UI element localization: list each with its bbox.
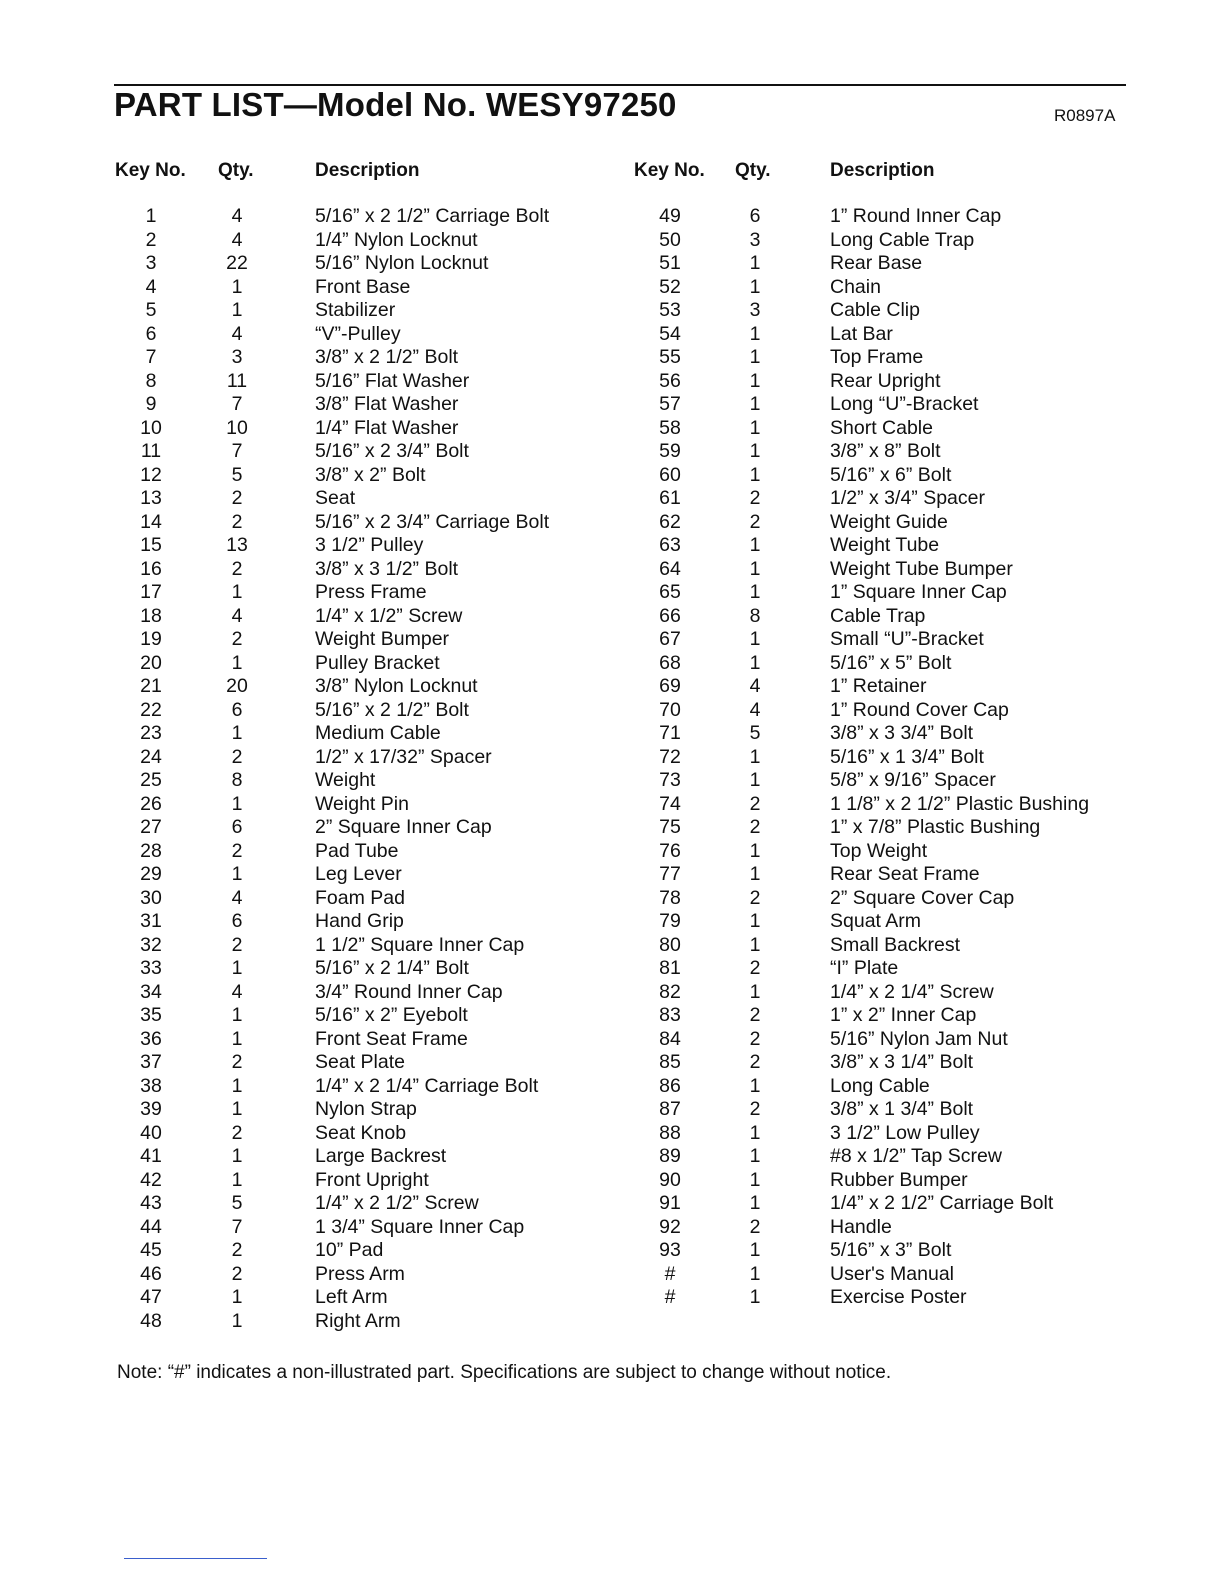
part-key-no: 64 bbox=[659, 557, 681, 580]
part-description: Weight Guide bbox=[830, 510, 948, 533]
part-description: 5/16” x 1 3/4” Bolt bbox=[830, 745, 984, 768]
part-key-no: 45 bbox=[140, 1239, 162, 1261]
part-qty: 1 bbox=[749, 1262, 761, 1285]
part-description: 1 1/8” x 2 1/2” Plastic Bushing bbox=[830, 792, 1090, 815]
part-qty: 13 bbox=[226, 534, 248, 556]
part-qty: 1 bbox=[231, 581, 243, 603]
part-key-no: 78 bbox=[659, 886, 681, 909]
part-key-no: 20 bbox=[140, 651, 162, 674]
part-qty: 1 bbox=[749, 910, 761, 932]
part-key-no: 39 bbox=[140, 1098, 162, 1120]
part-qty: 2 bbox=[231, 628, 243, 650]
part-description: 5/16” Nylon Jam Nut bbox=[830, 1027, 1008, 1050]
part-qty: 1 bbox=[749, 440, 761, 462]
part-key-no: 75 bbox=[659, 816, 681, 838]
part-description: 1/4” Nylon Locknut bbox=[315, 228, 478, 251]
part-key-no: 24 bbox=[140, 745, 162, 768]
part-qty: 2 bbox=[749, 957, 761, 979]
part-description: 10” Pad bbox=[315, 1239, 384, 1261]
part-qty: 1 bbox=[749, 557, 761, 580]
part-key-no: 17 bbox=[140, 581, 162, 603]
part-qty: 1 bbox=[749, 980, 761, 1003]
part-description: 1/4” x 2 1/4” Carriage Bolt bbox=[315, 1074, 539, 1097]
part-key-no: 29 bbox=[140, 863, 162, 885]
part-qty: 5 bbox=[231, 463, 243, 486]
part-qty: 1 bbox=[231, 299, 243, 321]
part-key-no: 28 bbox=[140, 839, 162, 862]
part-key-no: 31 bbox=[140, 910, 162, 932]
part-qty: 1 bbox=[231, 863, 243, 885]
part-key-no: 79 bbox=[659, 910, 681, 932]
part-qty: 1 bbox=[749, 745, 761, 768]
part-description: 1/2” x 3/4” Spacer bbox=[830, 487, 985, 509]
part-description: 2” Square Cover Cap bbox=[830, 886, 1015, 909]
part-description: Long Cable bbox=[830, 1074, 930, 1097]
part-qty: 4 bbox=[231, 604, 243, 627]
part-qty: 4 bbox=[231, 205, 243, 227]
part-description: 5/16” Nylon Locknut bbox=[315, 252, 489, 274]
part-key-no: 68 bbox=[659, 651, 681, 674]
part-description: 1/4” x 2 1/2” Screw bbox=[315, 1192, 479, 1214]
part-qty: 2 bbox=[749, 1051, 761, 1073]
part-key-no: 16 bbox=[140, 557, 162, 580]
part-key-no: # bbox=[664, 1262, 676, 1285]
header-description-left: Description bbox=[315, 160, 420, 181]
part-key-no: 62 bbox=[659, 510, 681, 533]
part-description: 3/8” Flat Washer bbox=[315, 393, 459, 415]
part-key-no: 50 bbox=[659, 228, 681, 251]
part-description: 5/16” Flat Washer bbox=[315, 369, 470, 392]
part-description: 5/16” x 2 1/2” Bolt bbox=[315, 698, 469, 721]
part-description: 5/16” x 2 1/2” Carriage Bolt bbox=[315, 205, 550, 227]
part-key-no: 77 bbox=[659, 863, 681, 885]
part-description: Small Backrest bbox=[830, 933, 961, 956]
part-description: 1/2” x 17/32” Spacer bbox=[315, 745, 492, 768]
part-key-no: 40 bbox=[140, 1121, 162, 1144]
part-description: 5/16” x 2” Eyebolt bbox=[315, 1004, 468, 1026]
part-description: 3 1/2” Low Pulley bbox=[830, 1121, 980, 1144]
part-qty: 2 bbox=[749, 1098, 761, 1120]
part-key-no: 54 bbox=[659, 322, 681, 345]
part-qty: 3 bbox=[749, 299, 761, 321]
part-qty: 11 bbox=[226, 369, 248, 392]
part-qty: 1 bbox=[749, 1192, 761, 1214]
part-description: 5/16” x 3” Bolt bbox=[830, 1239, 952, 1261]
part-description: 1” x 2” Inner Cap bbox=[830, 1004, 977, 1026]
part-qty: 1 bbox=[749, 275, 761, 298]
part-key-no: 63 bbox=[659, 534, 681, 556]
part-description: 1/4” Flat Washer bbox=[315, 416, 459, 439]
part-key-no: 86 bbox=[659, 1074, 681, 1097]
part-key-no: 41 bbox=[140, 1145, 162, 1167]
part-key-no: 71 bbox=[659, 722, 681, 744]
part-key-no: 44 bbox=[140, 1215, 162, 1238]
part-qty: 1 bbox=[231, 1027, 243, 1050]
part-qty: 2 bbox=[231, 487, 243, 509]
part-description: Squat Arm bbox=[830, 910, 922, 932]
part-key-no: 49 bbox=[659, 205, 681, 227]
part-qty: 1 bbox=[749, 393, 761, 415]
part-key-no: 73 bbox=[659, 769, 681, 791]
part-key-no: 25 bbox=[140, 769, 162, 791]
part-qty: 2 bbox=[231, 933, 243, 956]
part-qty: 1 bbox=[749, 463, 761, 486]
part-description: Weight Tube Bumper bbox=[830, 557, 1013, 580]
part-qty: 1 bbox=[749, 346, 761, 368]
part-key-no: 67 bbox=[659, 628, 681, 650]
part-key-no: 7 bbox=[145, 346, 157, 368]
part-key-no: 26 bbox=[140, 792, 162, 815]
part-qty: 7 bbox=[231, 1215, 243, 1238]
part-key-no: 22 bbox=[140, 698, 162, 721]
part-key-no: 69 bbox=[659, 675, 681, 697]
part-description: 1” Retainer bbox=[830, 675, 927, 697]
part-description: Rear Base bbox=[830, 252, 923, 274]
part-qty: 1 bbox=[231, 1286, 243, 1308]
part-key-no: 80 bbox=[659, 933, 681, 956]
part-description: Large Backrest bbox=[315, 1145, 447, 1167]
part-key-no: 85 bbox=[659, 1051, 681, 1073]
part-qty: 1 bbox=[749, 933, 761, 956]
part-description: 5/16” x 2 3/4” Carriage Bolt bbox=[315, 510, 550, 533]
part-qty: 2 bbox=[749, 792, 761, 815]
part-description: Cable Trap bbox=[830, 604, 926, 627]
part-description: 1” Round Inner Cap bbox=[830, 205, 1002, 227]
part-description: Press Arm bbox=[315, 1262, 405, 1285]
part-key-no: 33 bbox=[140, 957, 162, 979]
part-qty: 4 bbox=[749, 675, 761, 697]
part-description: Weight bbox=[315, 769, 376, 791]
part-description: 3 1/2” Pulley bbox=[315, 534, 424, 556]
part-qty: 7 bbox=[231, 440, 243, 462]
part-key-no: 48 bbox=[140, 1309, 162, 1332]
part-qty: 3 bbox=[231, 346, 243, 368]
part-qty: 2 bbox=[231, 1262, 243, 1285]
part-key-no: 76 bbox=[659, 839, 681, 862]
part-description: Foam Pad bbox=[315, 886, 405, 909]
part-qty: 4 bbox=[231, 886, 243, 909]
part-qty: 2 bbox=[749, 1215, 761, 1238]
part-key-no: 19 bbox=[140, 628, 162, 650]
part-description: Weight Bumper bbox=[315, 628, 450, 650]
part-key-no: 93 bbox=[659, 1239, 681, 1261]
part-qty: 1 bbox=[749, 769, 761, 791]
part-description: 3/8” x 3 3/4” Bolt bbox=[830, 722, 974, 744]
part-qty: 20 bbox=[226, 675, 248, 697]
part-description: Top Weight bbox=[830, 839, 928, 862]
part-qty: 2 bbox=[749, 886, 761, 909]
part-description: 5/16” x 2 1/4” Bolt bbox=[315, 957, 469, 979]
part-description: Left Arm bbox=[315, 1286, 388, 1308]
part-qty: 1 bbox=[749, 1239, 761, 1261]
part-key-no: 38 bbox=[140, 1074, 162, 1097]
part-key-no: 8 bbox=[145, 369, 157, 392]
document-code: R0897A bbox=[1054, 106, 1116, 125]
part-qty: 1 bbox=[749, 628, 761, 650]
part-description: Stabilizer bbox=[315, 299, 396, 321]
part-qty: 2 bbox=[231, 557, 243, 580]
part-description: Leg Lever bbox=[315, 863, 402, 885]
part-qty: 1 bbox=[231, 275, 243, 298]
part-qty: 1 bbox=[231, 1145, 243, 1167]
part-qty: 2 bbox=[231, 839, 243, 862]
part-qty: 7 bbox=[231, 393, 243, 415]
part-description: 3/8” x 1 3/4” Bolt bbox=[830, 1098, 974, 1120]
part-qty: 8 bbox=[231, 769, 243, 791]
part-key-no: 72 bbox=[659, 745, 681, 768]
part-qty: 1 bbox=[749, 651, 761, 674]
part-qty: 1 bbox=[749, 1286, 761, 1308]
part-qty: 1 bbox=[749, 534, 761, 556]
part-qty: 1 bbox=[231, 1004, 243, 1026]
part-key-no: 13 bbox=[140, 487, 162, 509]
part-description: Hand Grip bbox=[315, 910, 404, 932]
part-key-no: 66 bbox=[659, 604, 681, 627]
part-key-no: 3 bbox=[145, 252, 157, 274]
part-qty: 2 bbox=[231, 1051, 243, 1073]
part-key-no: 90 bbox=[659, 1168, 681, 1191]
part-description: 5/16” x 2 3/4” Bolt bbox=[315, 440, 469, 462]
part-key-no: 36 bbox=[140, 1027, 162, 1050]
part-description: Right Arm bbox=[315, 1309, 401, 1332]
part-qty: 4 bbox=[231, 980, 243, 1003]
part-qty: 1 bbox=[231, 792, 243, 815]
part-description: Weight Tube bbox=[830, 534, 940, 556]
part-qty: 2 bbox=[231, 745, 243, 768]
part-description: Exercise Poster bbox=[830, 1286, 967, 1308]
part-key-no: 9 bbox=[145, 393, 157, 415]
part-qty: 4 bbox=[231, 322, 243, 345]
part-description: 3/8” x 2 1/2” Bolt bbox=[315, 346, 459, 368]
part-description: Seat bbox=[315, 487, 356, 509]
part-qty: 1 bbox=[749, 1121, 761, 1144]
part-key-no: 60 bbox=[659, 463, 681, 486]
header-description-right: Description bbox=[830, 160, 935, 181]
part-key-no: 21 bbox=[140, 675, 162, 697]
part-key-no: 74 bbox=[659, 792, 681, 815]
part-qty: 1 bbox=[231, 957, 243, 979]
part-key-no: 87 bbox=[659, 1098, 681, 1120]
part-description: #8 x 1/2” Tap Screw bbox=[830, 1145, 1002, 1167]
part-key-no: # bbox=[664, 1286, 676, 1308]
part-key-no: 18 bbox=[140, 604, 162, 627]
part-description: Small “U”-Bracket bbox=[830, 628, 984, 650]
part-key-no: 11 bbox=[140, 440, 162, 462]
part-key-no: 65 bbox=[659, 581, 681, 603]
part-key-no: 10 bbox=[140, 416, 162, 439]
part-qty: 1 bbox=[749, 416, 761, 439]
header-qty-right: Qty. bbox=[735, 160, 771, 181]
part-qty: 2 bbox=[749, 487, 761, 509]
part-description: 1” Square Inner Cap bbox=[830, 581, 1007, 603]
part-description: Long Cable Trap bbox=[830, 228, 975, 251]
part-key-no: 59 bbox=[659, 440, 681, 462]
bottom-rule bbox=[124, 1558, 267, 1559]
part-description: Seat Plate bbox=[315, 1051, 405, 1073]
part-qty: 2 bbox=[749, 510, 761, 533]
part-qty: 6 bbox=[749, 205, 761, 227]
part-qty: 10 bbox=[226, 416, 248, 439]
part-description: Rear Seat Frame bbox=[830, 863, 980, 885]
part-key-no: 88 bbox=[659, 1121, 681, 1144]
part-qty: 1 bbox=[749, 581, 761, 603]
part-description: 1 3/4” Square Inner Cap bbox=[315, 1215, 525, 1238]
part-description: 3/8” x 3 1/4” Bolt bbox=[830, 1051, 974, 1073]
part-qty: 1 bbox=[231, 1309, 243, 1332]
part-key-no: 47 bbox=[140, 1286, 162, 1308]
part-qty: 1 bbox=[749, 322, 761, 345]
part-description: “V”-Pulley bbox=[315, 322, 401, 345]
part-description: 1/4” x 2 1/2” Carriage Bolt bbox=[830, 1192, 1054, 1214]
part-description: 1” x 7/8” Plastic Bushing bbox=[830, 816, 1041, 838]
part-qty: 2 bbox=[231, 510, 243, 533]
part-qty: 6 bbox=[231, 816, 243, 838]
part-description: 3/8” Nylon Locknut bbox=[315, 675, 478, 697]
part-qty: 1 bbox=[231, 722, 243, 744]
part-description: 3/4” Round Inner Cap bbox=[315, 980, 503, 1003]
part-qty: 4 bbox=[231, 228, 243, 251]
part-key-no: 42 bbox=[140, 1168, 162, 1191]
part-description: Long “U”-Bracket bbox=[830, 393, 979, 415]
header-key-left: Key No. bbox=[115, 160, 186, 181]
part-key-no: 30 bbox=[140, 886, 162, 909]
part-key-no: 23 bbox=[140, 722, 162, 744]
part-key-no: 92 bbox=[659, 1215, 681, 1238]
part-qty: 1 bbox=[749, 1074, 761, 1097]
part-description: Lat Bar bbox=[830, 322, 893, 345]
part-key-no: 56 bbox=[659, 369, 681, 392]
part-description: 1/4” x 1/2” Screw bbox=[315, 604, 463, 627]
part-key-no: 4 bbox=[145, 275, 157, 298]
part-description: “I” Plate bbox=[830, 957, 899, 979]
part-qty: 2 bbox=[749, 1027, 761, 1050]
part-key-no: 1 bbox=[145, 205, 157, 227]
part-key-no: 84 bbox=[659, 1027, 681, 1050]
part-description: Press Frame bbox=[315, 581, 427, 603]
page-title: PART LIST—Model No. WESY97250 bbox=[114, 86, 677, 123]
part-key-no: 91 bbox=[659, 1192, 681, 1214]
header-qty-left: Qty. bbox=[218, 160, 254, 181]
part-qty: 5 bbox=[231, 1192, 243, 1214]
part-description: Rear Upright bbox=[830, 369, 941, 392]
part-description: 2” Square Inner Cap bbox=[315, 816, 492, 838]
part-qty: 6 bbox=[231, 698, 243, 721]
part-key-no: 46 bbox=[140, 1262, 162, 1285]
part-key-no: 83 bbox=[659, 1004, 681, 1026]
part-qty: 2 bbox=[231, 1239, 243, 1261]
part-description: Nylon Strap bbox=[315, 1098, 417, 1120]
part-key-no: 34 bbox=[140, 980, 162, 1003]
part-description: 5/16” x 5” Bolt bbox=[830, 651, 952, 674]
part-qty: 1 bbox=[749, 252, 761, 274]
part-description: Handle bbox=[830, 1215, 892, 1238]
part-description: 3/8” x 3 1/2” Bolt bbox=[315, 557, 459, 580]
part-description: User's Manual bbox=[830, 1262, 955, 1285]
part-qty: 1 bbox=[231, 1168, 243, 1191]
part-qty: 6 bbox=[231, 910, 243, 932]
part-key-no: 37 bbox=[140, 1051, 162, 1073]
part-description: Seat Knob bbox=[315, 1121, 407, 1144]
part-qty: 1 bbox=[749, 863, 761, 885]
part-qty: 2 bbox=[749, 816, 761, 838]
part-description: Rubber Bumper bbox=[830, 1168, 968, 1191]
part-key-no: 27 bbox=[140, 816, 162, 838]
part-qty: 1 bbox=[749, 1168, 761, 1191]
part-key-no: 53 bbox=[659, 299, 681, 321]
part-key-no: 6 bbox=[145, 322, 157, 345]
part-description: 3/8” x 2” Bolt bbox=[315, 463, 426, 486]
part-key-no: 43 bbox=[140, 1192, 162, 1214]
header-key-right: Key No. bbox=[634, 160, 705, 181]
part-qty: 3 bbox=[749, 228, 761, 251]
part-key-no: 14 bbox=[140, 510, 162, 533]
part-description: Pulley Bracket bbox=[315, 651, 440, 674]
part-qty: 22 bbox=[226, 252, 248, 274]
part-description: Top Frame bbox=[830, 346, 924, 368]
part-description: Cable Clip bbox=[830, 299, 920, 321]
part-qty: 1 bbox=[749, 369, 761, 392]
part-description: Front Upright bbox=[315, 1168, 429, 1191]
part-description: Medium Cable bbox=[315, 722, 441, 744]
part-qty: 4 bbox=[749, 698, 761, 721]
part-description: Short Cable bbox=[830, 416, 933, 439]
footnote: Note: “#” indicates a non-illustrated part. Specifications are subject to change without notice. bbox=[117, 1362, 892, 1383]
part-description: 1 1/2” Square Inner Cap bbox=[315, 933, 525, 956]
part-qty: 1 bbox=[231, 1098, 243, 1120]
part-description: 1/4” x 2 1/4” Screw bbox=[830, 980, 994, 1003]
part-description: Front Base bbox=[315, 275, 411, 298]
part-description: 1” Round Cover Cap bbox=[830, 698, 1009, 721]
part-description: Weight Pin bbox=[315, 792, 409, 815]
part-key-no: 35 bbox=[140, 1004, 162, 1026]
part-description: Pad Tube bbox=[315, 839, 399, 862]
part-key-no: 5 bbox=[145, 299, 157, 321]
part-description: 5/8” x 9/16” Spacer bbox=[830, 769, 996, 791]
part-key-no: 55 bbox=[659, 346, 681, 368]
part-key-no: 89 bbox=[659, 1145, 681, 1167]
part-qty: 2 bbox=[231, 1121, 243, 1144]
part-key-no: 81 bbox=[659, 957, 681, 979]
part-qty: 5 bbox=[749, 722, 761, 744]
part-description: Chain bbox=[830, 275, 881, 298]
part-description: Front Seat Frame bbox=[315, 1027, 468, 1050]
part-key-no: 58 bbox=[659, 416, 681, 439]
part-key-no: 15 bbox=[140, 534, 162, 556]
part-key-no: 12 bbox=[140, 463, 162, 486]
part-qty: 1 bbox=[749, 1145, 761, 1167]
part-description: 3/8” x 8” Bolt bbox=[830, 440, 941, 462]
part-key-no: 32 bbox=[140, 933, 162, 956]
part-key-no: 52 bbox=[659, 275, 681, 298]
part-key-no: 61 bbox=[659, 487, 681, 509]
part-qty: 1 bbox=[231, 1074, 243, 1097]
part-qty: 2 bbox=[749, 1004, 761, 1026]
part-description: 5/16” x 6” Bolt bbox=[830, 463, 952, 486]
part-key-no: 57 bbox=[659, 393, 681, 415]
part-qty: 1 bbox=[749, 839, 761, 862]
part-key-no: 70 bbox=[659, 698, 681, 721]
part-key-no: 51 bbox=[659, 252, 681, 274]
part-key-no: 2 bbox=[145, 228, 157, 251]
part-key-no: 82 bbox=[659, 980, 681, 1003]
part-qty: 8 bbox=[749, 604, 761, 627]
part-qty: 1 bbox=[231, 651, 243, 674]
